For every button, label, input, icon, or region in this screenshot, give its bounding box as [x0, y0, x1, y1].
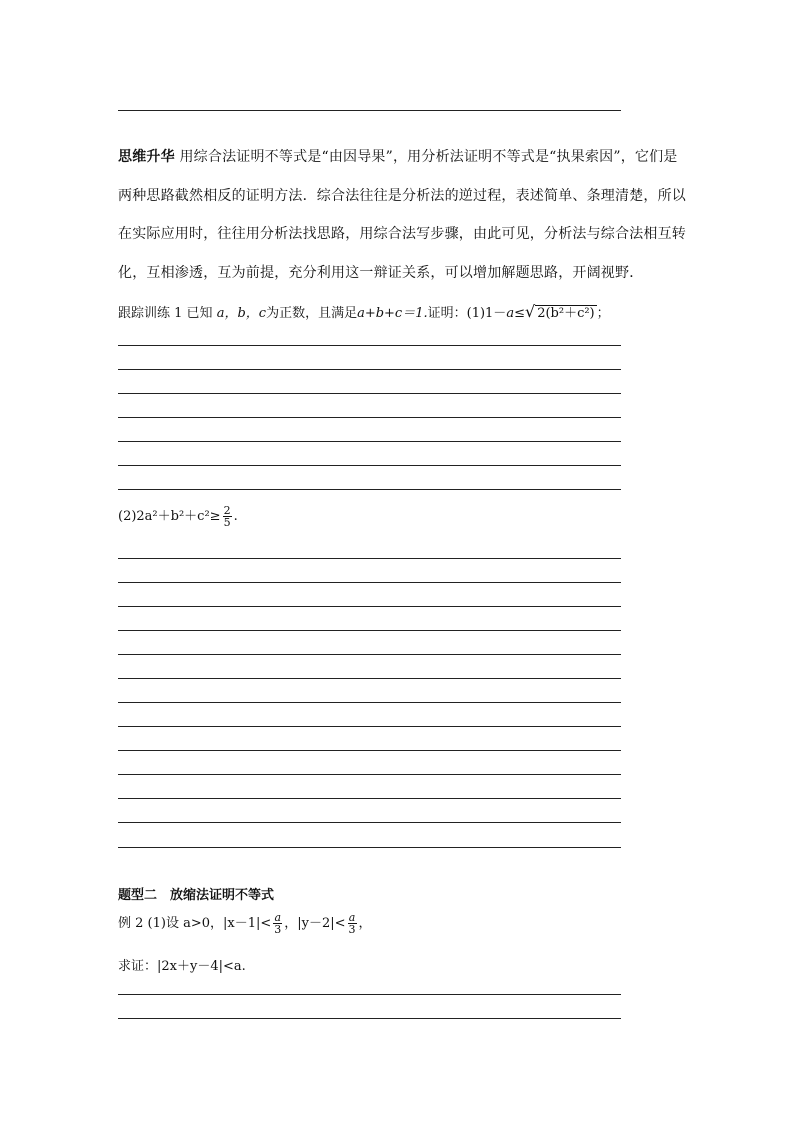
answer-line — [118, 345, 621, 346]
answer-line — [118, 994, 621, 995]
sqrt-icon: √ — [524, 302, 536, 321]
answer-line — [118, 393, 621, 394]
answer-line — [118, 417, 621, 418]
answer-line — [118, 750, 621, 751]
answer-line — [118, 822, 621, 823]
answer-line — [118, 774, 621, 775]
exercise-label: 跟踪训练 1 — [118, 306, 183, 321]
exercise-1-statement: 跟踪训练 1 已知 a，b，c为正数，且满足a+b+c＝1.证明：(1)1－a≤√ 2(b²＋c²) ； — [118, 302, 610, 321]
answer-line — [118, 630, 621, 631]
answer-line — [118, 606, 621, 607]
answer-line — [118, 489, 621, 490]
fraction: $\frac{a}{3}$ — [274, 911, 282, 936]
answer-line — [118, 678, 621, 679]
thinking-heading: 思维升华 — [118, 149, 175, 165]
answer-line — [118, 582, 621, 583]
answer-line — [118, 726, 621, 727]
answer-line — [118, 558, 621, 559]
answer-line — [118, 441, 621, 442]
fraction: $\frac{a}{3}$ — [348, 911, 356, 936]
thinking-paragraph — [118, 138, 688, 292]
thinking-line-2: 两种思路截然相反的证明方法．综合法往往是分析法的逆过程，表述简单、条理清楚，所以 — [118, 187, 686, 204]
answer-line — [118, 798, 621, 799]
thinking-line-3: 在实际应用时，往往用分析法找思路，用综合法写步骤，由此可见，分析法与综合法相互转 — [118, 226, 686, 242]
answer-line — [118, 847, 621, 848]
fraction: $\frac{2}{5}$ — [223, 504, 231, 529]
example-2-prove: 求证：|2x＋y－4|<a. — [118, 959, 246, 974]
section-title: 题型二 放缩法证明不等式 — [118, 888, 275, 903]
thinking-line-1: 思维升华 用综合法证明不等式是“由因导果”，用分析法证明不等式是“执果索因”，它们是 — [118, 149, 678, 165]
exercise-1-part-2: (2)2a²＋b²＋c²≥ $\frac{2}{5}$ . — [118, 504, 238, 529]
example-label: 例 2 — [118, 916, 144, 931]
thinking-line-4: 化，互相渗透，互为前提，充分利用这一辩证关系，可以增加解题思路，开阔视野． — [118, 264, 644, 281]
answer-line — [118, 702, 621, 703]
answer-line — [118, 1018, 621, 1019]
answer-line — [118, 369, 621, 370]
answer-line — [118, 110, 621, 111]
answer-line — [118, 654, 621, 655]
example-2-statement: 例 2 (1)设 a>0，|x－1|< $\frac{a}{3}$ ，|y－2|< $\frac{a}{3}$ ， — [118, 911, 372, 936]
answer-line — [118, 465, 621, 466]
